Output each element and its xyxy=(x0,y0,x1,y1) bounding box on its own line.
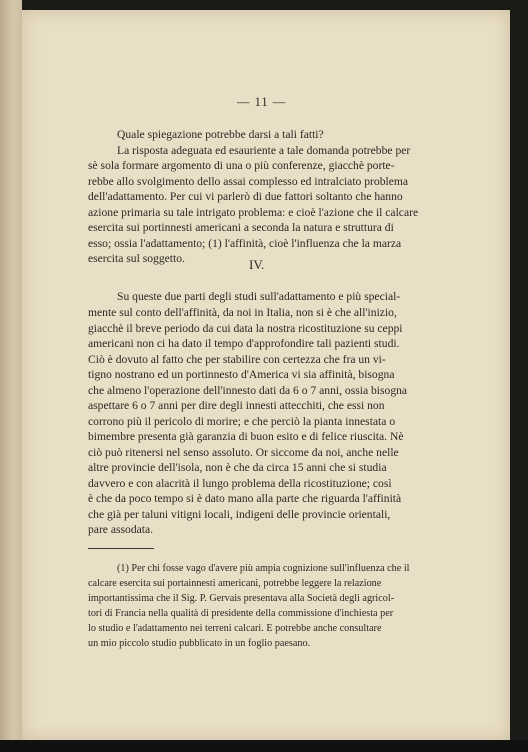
text-line: esercita sui portinnesti americani a seconda la natura e struttura di xyxy=(88,221,394,234)
footnote-line: un mio piccolo studio pubblicato in un foglio paesano. xyxy=(88,638,311,649)
text-line: Su queste due parti degli studi sull'adattamento e più special- xyxy=(117,290,401,303)
text-line: rebbe allo svolgimento dello assai complesso ed intralciato problema xyxy=(88,175,409,188)
text-line: che già per taluni vitigni locali, indigeni delle provincie orientali, xyxy=(88,508,391,521)
footnote-line: tori di Francia nella qualità di presidente della commissione d'inchiesta per xyxy=(88,608,394,619)
text-line: Ciò è dovuto al fatto che per stabilire con certezza che fra un vi- xyxy=(88,353,386,366)
text-line: esercita sul soggetto. xyxy=(88,252,185,265)
text-line: è che da poco tempo si è dato mano alla parte che riguarda l'affinità xyxy=(88,492,402,505)
text-line: Quale spiegazione potrebbe darsi a tali fatti? xyxy=(117,128,324,141)
text-line: sè sola formare argomento di una o più conferenze, giacchè porte- xyxy=(88,159,395,172)
page-number: — 11 — xyxy=(237,95,287,109)
text-line: pare assodata. xyxy=(88,523,154,536)
text-line: altre provincie dell'isola, non è che da circa 15 anni che si studia xyxy=(88,461,387,474)
text-line: davvero e con alacrità il lungo problema della ricostituzione; così xyxy=(88,477,392,490)
footnote-line: (1) Per chi fosse vago d'avere più ampia cognizione sull'influenza che il xyxy=(117,563,410,574)
text-line: corrono più il pericolo di morire; e che perciò la pianta innestata o xyxy=(88,415,396,428)
footnote-line: lo studio e l'adattamento nei terreni calcari. E potrebbe anche consultare xyxy=(88,623,382,634)
footnote-line: calcare esercita sui portainnesti americani, potrebbe leggere la relazione xyxy=(88,578,382,589)
text-line: esso; ossia l'adattamento; (1) l'affinità, cioè l'influenza che la marza xyxy=(88,237,402,250)
text-line: ciò può ritenersi nel senso assoluto. Or siccome da noi, anche nelle xyxy=(88,446,399,459)
text-line: americani non ci ha dato il tempo d'approfondire tali pazienti studi. xyxy=(88,337,400,350)
text-line: azione primaria su tale intrigato problema: e cioè l'azione che il calcare xyxy=(88,206,419,219)
text-line: che almeno l'operazione dell'innesto dati da 6 o 7 anni, ossia bisogna xyxy=(88,384,408,397)
text-line: bimembre presenta già garanzia di buon esito e di felice riuscita. Nè xyxy=(88,430,404,443)
text-line: aspettare 6 o 7 anni per dire degli innesti attecchiti, che essi non xyxy=(88,399,385,412)
scan-border xyxy=(0,740,528,752)
footnote-line: importantissima che il Sig. P. Gervais presentava alla Società degli agricol- xyxy=(88,593,395,604)
footnote-divider xyxy=(88,548,154,549)
text-line: mente sul conto dell'affinità, da noi in Italia, non si è che all'inizio, xyxy=(88,306,397,319)
binding-edge xyxy=(0,0,22,752)
text-line: La risposta adeguata ed esauriente a tale domanda potrebbe per xyxy=(117,144,411,157)
section-heading: IV. xyxy=(249,257,265,272)
text-line: dell'adattamento. Per cui vi parlerò di due fattori soltanto che hanno xyxy=(88,190,403,203)
text-line: tigno nostrano ed un portinnesto d'America vi sia affinità, bisogna xyxy=(88,368,395,381)
text-line: giacchè il breve periodo da cui data la nostra ricostituzione su ceppi xyxy=(88,322,403,335)
